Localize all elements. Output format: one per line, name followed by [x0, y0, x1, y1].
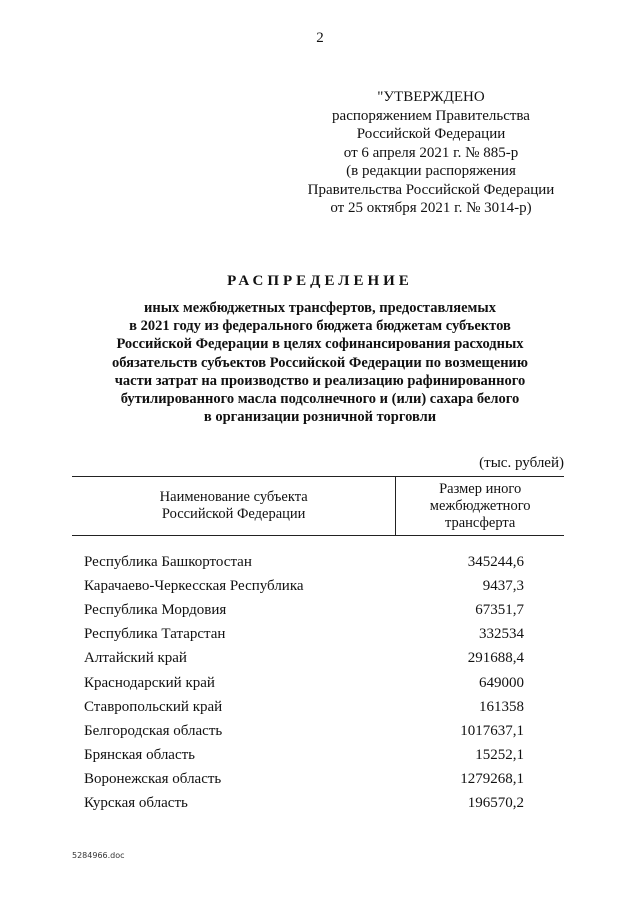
- header-transfer-amount: [396, 477, 564, 535]
- approval-line: распоряжением Правительства: [332, 107, 530, 124]
- transfer-amount: 161358: [479, 698, 524, 715]
- table-row: [72, 768, 564, 792]
- subtitle-line: иных межбюджетных трансфертов, предоставляемых: [143, 300, 496, 316]
- transfer-amount: 67351,7: [475, 601, 524, 618]
- subtitle-line: бутилированного масла подсолнечного и (или) сахара белого: [120, 391, 520, 408]
- region-name: Ставропольский край: [84, 698, 223, 715]
- distribution-table: [72, 476, 564, 816]
- approval-line: Правительства Российской Федерации: [307, 181, 555, 198]
- header-line: трансферта: [444, 514, 516, 531]
- approval-line: от 25 октября 2021 г. № 3014-р): [330, 200, 532, 216]
- table-row: [72, 647, 564, 671]
- table-row: [72, 719, 564, 743]
- header-line: межбюджетного: [429, 497, 531, 514]
- subtitle-line: части затрат на производство и реализацию рафинированного: [114, 372, 526, 389]
- region-name: Белгородская область: [84, 722, 223, 739]
- unit-note: (тыс. рублей): [479, 455, 564, 471]
- document-file-code: 5284966.doc: [72, 851, 125, 860]
- region-name: Алтайский край: [84, 650, 187, 667]
- table-row: [72, 598, 564, 622]
- table-row: [72, 744, 564, 768]
- table-row: [72, 695, 564, 719]
- approval-line: от 6 апреля 2021 г. № 885-р: [343, 144, 519, 161]
- table-body: [72, 550, 564, 816]
- table-row: [72, 623, 564, 647]
- header-line: Наименование субъекта: [159, 489, 308, 505]
- transfer-amount: 196570,2: [467, 795, 524, 812]
- region-name: Республика Башкортостан: [84, 553, 252, 570]
- transfer-amount: 9437,3: [482, 577, 524, 594]
- header-region-name: [72, 477, 396, 535]
- subtitle-line: в организации розничной торговли: [203, 409, 437, 426]
- region-name: Воронежская область: [84, 771, 222, 788]
- table-row: [72, 574, 564, 598]
- region-name: Республика Татарстан: [84, 626, 226, 643]
- table-row: [72, 550, 564, 574]
- transfer-amount: 1017637,1: [460, 722, 524, 739]
- header-line: Российской Федерации: [161, 506, 306, 522]
- approval-line: (в редакции распоряжения: [346, 163, 516, 179]
- region-name: Краснодарский край: [84, 674, 215, 691]
- region-name: Карачаево-Черкесская Республика: [84, 577, 304, 594]
- approval-line: Российской Федерации: [356, 126, 506, 142]
- subtitle-line: Российской Федерации в целях софинансирования расходных: [116, 336, 524, 353]
- approval-stamp: [300, 88, 562, 218]
- table-header: [72, 476, 564, 536]
- page-number: 2: [316, 30, 324, 46]
- transfer-amount: 15252,1: [475, 747, 524, 764]
- subtitle-line: в 2021 году из федерального бюджета бюджетам субъектов: [129, 318, 511, 335]
- transfer-amount: 345244,6: [467, 553, 524, 570]
- table-row: [72, 792, 564, 816]
- document-subtitle: [60, 299, 580, 426]
- transfer-amount: 291688,4: [467, 650, 524, 667]
- document-title: РАСПРЕДЕЛЕНИЕ: [227, 273, 413, 289]
- approval-line: "УТВЕРЖДЕНО: [377, 89, 485, 105]
- transfer-amount: 332534: [479, 626, 524, 643]
- region-name: Республика Мордовия: [84, 601, 227, 618]
- region-name: Брянская область: [84, 747, 196, 764]
- region-name: Курская область: [84, 795, 188, 812]
- transfer-amount: 1279268,1: [460, 771, 524, 788]
- header-line: Размер иного: [439, 480, 522, 497]
- subtitle-line: обязательств субъектов Российской Федерации по возмещению: [111, 354, 528, 371]
- table-row: [72, 671, 564, 695]
- transfer-amount: 649000: [479, 674, 524, 691]
